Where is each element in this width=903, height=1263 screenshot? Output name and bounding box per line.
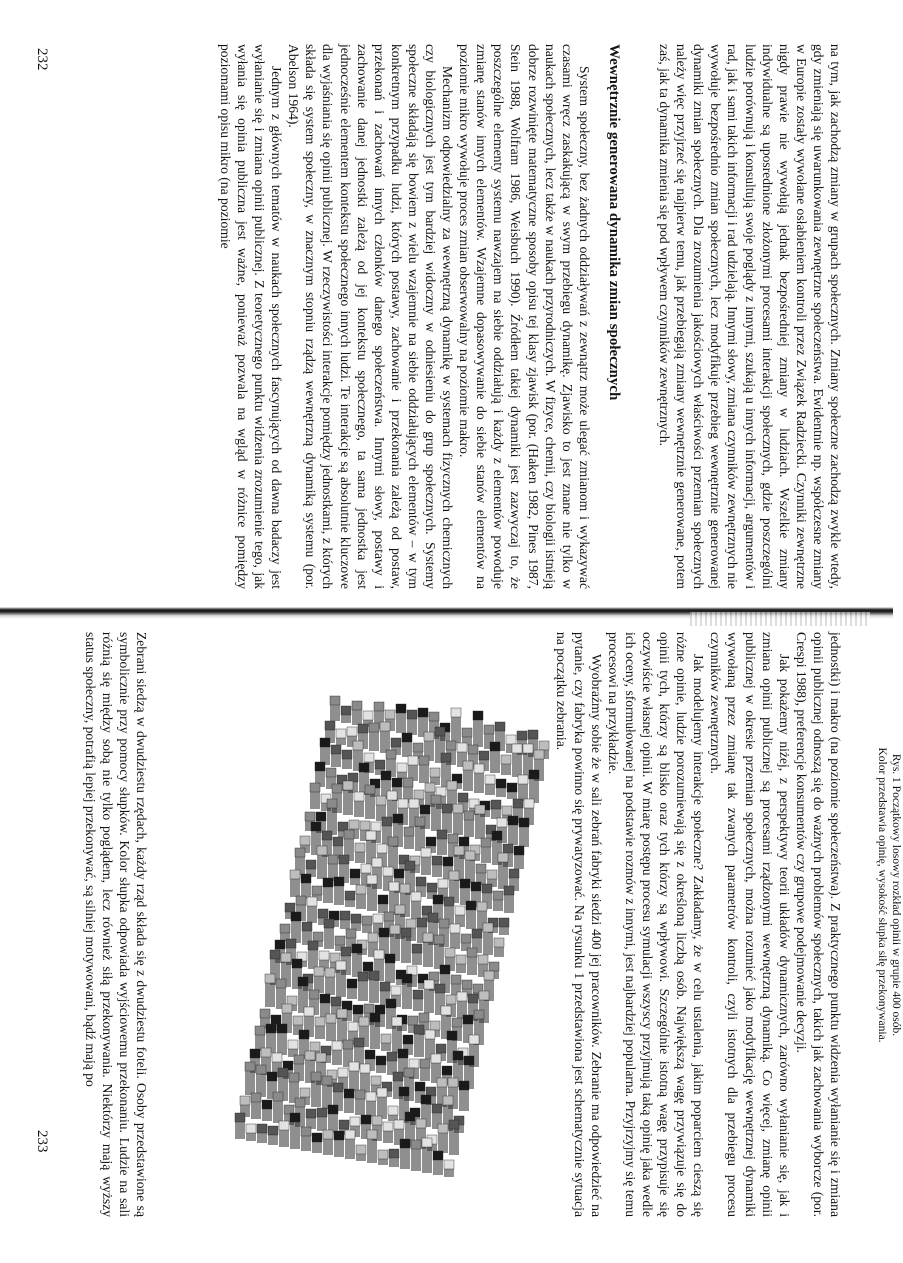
opinion-bar: [265, 974, 275, 1007]
opinion-bar: [494, 938, 504, 957]
opinion-bar: [358, 972, 368, 1001]
opinion-bar: [331, 745, 341, 767]
opinion-bar: [306, 1109, 316, 1129]
opinion-bar: [438, 1124, 448, 1153]
opinion-bar: [351, 914, 361, 931]
opinion-bar: [397, 763, 407, 779]
opinion-bar: [473, 711, 483, 747]
opinion-bar: [459, 1081, 469, 1111]
opinion-bar: [307, 897, 317, 923]
opinion-bar: [311, 1072, 321, 1107]
opinion-bar: [508, 816, 518, 845]
opinion-bar: [323, 878, 333, 903]
opinion-bar: [277, 1024, 287, 1055]
opinion-bar: [256, 1065, 266, 1097]
opinion-bar: [415, 817, 425, 851]
right-page-paragraph-5: Zebrani siedzą w dwudziestu rzędach, każdy rząd składa się z dwudziestu foteli. Osoby przedstawione są symbolicznie przy pomocy słupków. Kolor słupka odpowiada wyjściowemu przekonaniu. Ludzie na sali różnią się między sobą nie tylko poglądem, lecz również siłą przekonywania. Niektórzy mają wyższy status społeczny, potrafią lepiej przekonywać, są silniej motywowani, bądź mają po: [82, 632, 149, 1217]
opinion-bar-grid-figure: [210, 672, 640, 1192]
opinion-bar: [322, 1076, 332, 1109]
opinion-bar: [367, 1130, 377, 1163]
opinion-bar: [343, 781, 353, 815]
opinion-bar: [389, 1149, 399, 1167]
opinion-bar: [433, 1151, 443, 1175]
scan-noise: [690, 612, 870, 626]
opinion-bar: [463, 761, 473, 791]
opinion-bar: [518, 775, 528, 801]
opinion-bar: [323, 1130, 333, 1155]
opinion-bar: [336, 729, 346, 745]
opinion-bar: [413, 990, 423, 1011]
opinion-bar: [280, 924, 290, 941]
right-page-paragraph-2: Jak pokażemy niżej, z perspektywy teorii układów dynamicznych, zarówno wyłanianie się, jak i zmiana opinii publicznej są procesami rządzonymi wewnętrzną dynamiką. Co więcej, zmianę opinii publicznej w okresie przemian społecznych, można rozumieć jako modyfikację wewnętrznej dynamiki wywołaną przez zmianę tak zwanych parametrów kontroli, czyli istotnych dla przebiegu procesu czynników zewnętrznych.: [708, 632, 792, 1217]
opinion-bar: [407, 710, 417, 735]
opinion-bar: [362, 916, 372, 933]
opinion-bar: [411, 1140, 421, 1171]
opinion-bar: [317, 846, 327, 879]
opinion-bar: [332, 1041, 342, 1065]
left-page-paragraph-1: System społeczny, bez żadnych oddziaływań z zewnątrz może ulegać zmianom i wykazywać czasami wręcz zaskakującą w swym przebiegu dynamikę. Zjawisko to jest znane nie tylko w naukach społecznych, lecz także w naukach przyrodniczych. W fizyce, chemii, czy biologii istnieją dobrze rozwinięte matematyczne sposoby opisu tej klasy zjawisk (por. (Haken 1982, Pines 1987, Stein 1988, Wolfram 1986, Weisbuch 1990). Źródłem takiej dynamiki jest zazwyczaj to, że poszczególne elementy systemu nawzajem na siebie oddziałują i każdy z elementów powoduje zmianę stanów innych elementów. Wzajemne dopasowywanie do siebie stanów elementów na poziomie mikro wywołuje proces zmian obserwowalny na poziomie makro.: [457, 44, 592, 589]
opinion-bar: [424, 980, 434, 1013]
opinion-bar: [450, 924, 460, 949]
opinion-bar: [326, 1014, 336, 1041]
opinion-bar: [360, 1064, 370, 1093]
opinion-bar: [392, 1017, 402, 1053]
opinion-bar: [465, 851, 475, 883]
opinion-bar: [414, 1025, 424, 1057]
opinion-bar: [340, 911, 350, 929]
opinion-bar: [337, 1009, 347, 1043]
opinion-bar: [370, 1013, 380, 1049]
opinion-bar: [324, 919, 334, 949]
opinion-bar: [366, 1092, 376, 1117]
right-page-paragraph-4: Wyobraźmy sobie że w sali zebrań fabryki siedzi 400 jej pracowników. Zebranie ma odpowiedzieć na pytanie, czy fabryka powinno się prywatyzować. Na rysunku 1 przedstawiona jest schematycznie sytuacja na początku zebrania.: [554, 632, 604, 1217]
opinion-bar: [496, 779, 506, 797]
opinion-bar: [467, 948, 477, 975]
left-page-paragraph-2: Mechanizm odpowiedzialny za wewnętrzną dynamikę w systemach fizycznych chemicznych czy biologicznych jest tym bardziej widoczny w odniesieniu do grup społecznych. Systemy społeczne składają się bowiem z wielu wzajemnie na siebie oddziałujących elementów – w tym konkretnym przypadku ludzi, których postawy, zachowanie i przekonania zależą od postaw, przekonań i zachowań innych członków danego społeczeństwa. Innymi słowy, postawy i zachowanie danej jednostki zależą od jej kontekstu społecznego, ta sama jednostka jest jednocześnie elementem kontekstu społecznego innych ludzi. Te interakcje są absolutnie kluczowe dla wyjaśniania się opinii publicznej. W rzeczywistości interakcje pomiędzy jednostkami, z których składa się system społeczny, w znacznym stopniu rządzą wewnętrzną dynamiką systemu (por. Abelson 1964).: [286, 44, 456, 589]
opinion-bar: [501, 755, 511, 775]
left-page-paragraph-3: Jednym z głównych tematów w naukach społecznych fascynujących od dawna badaczy jest wyłanianie się i zmiana opinii publicznej. Z teoretycznego punktu widzenia zrozumienie tego, jak wyłania się opinia publiczna jest ważne, ponieważ pozwala na wgląd w różnice pomiędzy poziomami opisu mikro (na poziomie: [217, 44, 285, 589]
opinion-bar: [376, 1056, 386, 1073]
opinion-bar: [442, 804, 452, 833]
opinion-bar: [453, 804, 463, 835]
opinion-bar: [325, 968, 335, 995]
opinion-bar: [401, 928, 411, 963]
opinion-bar: [245, 1062, 255, 1095]
opinion-bar: [483, 923, 493, 955]
left-page-column: [217, 44, 844, 589]
left-page-number: 232: [34, 48, 50, 71]
opinion-bar: [369, 723, 379, 751]
opinion-bar: [507, 783, 517, 799]
opinion-bar: [444, 1160, 454, 1177]
opinion-bar: [349, 1062, 359, 1091]
opinion-bar: [519, 818, 529, 847]
opinion-bar: [355, 1090, 365, 1115]
opinion-bar: [432, 856, 442, 877]
opinion-bar: [369, 971, 379, 1003]
opinion-bar: [320, 738, 330, 765]
opinion-bar: [257, 1124, 267, 1143]
opinion-bar: [345, 1130, 355, 1159]
opinion-bar: [529, 770, 539, 803]
right-page-column-lower: [82, 632, 150, 1217]
opinion-bar: [352, 701, 362, 725]
opinion-bar: [475, 805, 485, 839]
opinion-bar: [334, 1131, 344, 1157]
opinion-bar: [279, 1121, 289, 1147]
opinion-bar: [504, 886, 514, 913]
opinion-bar: [498, 853, 508, 889]
opinion-bar: [381, 1034, 391, 1051]
right-page-number: 233: [34, 1130, 50, 1153]
opinion-bar: [315, 1017, 325, 1039]
opinion-bar: [378, 895, 388, 913]
right-page-paragraph-1: jednostki) i makro (na poziomie społeczeństwa). Z praktycznego punktu widzenia wyłanianie się i zmiana opinii publicznej odnoszą się do ważnych problemów społecznych, takich jak zachowania wyborcze (por. Crespi 1988), preferencje konsumentów czy grupowe podejmowanie decyzji.: [793, 632, 843, 1217]
opinion-bar: [462, 728, 472, 745]
opinion-bar: [466, 901, 476, 929]
opinion-bar: [344, 1089, 354, 1113]
opinion-bar: [345, 891, 355, 907]
opinion-bar: [328, 1105, 338, 1133]
opinion-bar: [334, 877, 344, 905]
section-heading: Wewnętrznie generowana dynamika zmian społecznych: [605, 44, 622, 401]
opinion-bar: [481, 838, 491, 863]
opinion-bar: [388, 837, 398, 869]
opinion-bar: [347, 979, 357, 999]
opinion-bar: [341, 706, 351, 723]
opinion-bar: [499, 918, 509, 935]
opinion-bar: [355, 843, 365, 863]
opinion-bar: [431, 795, 441, 831]
opinion-bar: [411, 892, 421, 919]
opinion-bar: [356, 1145, 366, 1161]
opinion-bar: [350, 869, 360, 885]
opinion-bar: [314, 967, 324, 993]
opinion-bar: [434, 935, 444, 969]
opinion-bar: [388, 1106, 398, 1121]
opinion-bar: [400, 1139, 410, 1169]
opinion-bar: [301, 874, 311, 899]
opinion-bar: [235, 1113, 245, 1139]
opinion-bar: [246, 1124, 256, 1141]
opinion-bar: [378, 1150, 388, 1165]
opinion-bar: [451, 708, 461, 743]
opinion-bar: [456, 955, 466, 973]
opinion-bar: [317, 1108, 327, 1131]
opinion-bar: [408, 756, 418, 781]
opinion-bar: [512, 744, 522, 777]
opinion-bar: [412, 944, 422, 965]
opinion-bar: [380, 722, 390, 753]
opinion-bar: [383, 1122, 393, 1143]
opinion-bar: [320, 994, 330, 1017]
opinion-bar: [255, 1026, 265, 1051]
opinion-bar: [419, 756, 429, 783]
figure-caption: [875, 690, 903, 1100]
opinion-bar: [422, 1138, 432, 1173]
opinion-bar: [402, 974, 412, 1009]
opinion-bar: [423, 933, 433, 967]
opinion-bar: [262, 1100, 272, 1121]
opinion-bar: [493, 891, 503, 911]
opinion-bar: [288, 1040, 298, 1057]
opinion-bar: [301, 1127, 311, 1151]
opinion-bar: [342, 750, 352, 769]
opinion-bar: [330, 696, 340, 721]
opinion-bar: [312, 1133, 322, 1153]
opinion-bar: [485, 775, 495, 795]
opinion-bar: [430, 768, 440, 785]
figure-caption-line-2: Kolor przedstawia opinię, wysokość słupka siłę przekonywania.: [876, 747, 888, 1043]
opinion-bar: [336, 961, 346, 997]
opinion-bar: [402, 733, 412, 757]
opinion-bar: [396, 704, 406, 733]
opinion-bar: [268, 1126, 278, 1145]
opinion-bar: [356, 885, 366, 909]
opinion-bar: [367, 875, 377, 911]
opinion-bar: [464, 811, 474, 837]
opinion-bar: [437, 830, 447, 855]
right-page-paragraph-3: Jak modelujemy interakcje społeczne? Zakładamy, że w celu ustalenia, jakim poparciem cieszą się różne opinie, ludzie porozumiewają się z określoną liczbą osób. Największą wagę przywiązuje się do opinii tych, którzy są blisko oraz tych którzy są wpływowi. Szczególnie istotną wagę przypisuje się oczywiście własnej opinii. W miarę postępu procesu symulacji wszyscy przyjmują taką opinię jaka wedle ich oceny, sformułowanej na podstawie rozmów z innymi, jest najbardziej popularna. Przyjrzyjmy się temu procesowi na przykładzie.: [605, 632, 707, 1217]
opinion-bar: [327, 799, 337, 835]
opinion-bar: [387, 1052, 397, 1075]
opinion-bar: [385, 954, 395, 983]
left-page-top-paragraph: na tym, jak zachodzą zmiany w grupach społecznych. Zmiany społeczne zachodzą zwykle wtedy, gdy zmieniają się uwarunkowania zewnętrzne społeczeństwa. Ewidentnie np. współczesne zmiany w Europie zostały wywołane osłabieniem kontroli przez Związek Radziecki. Czynniki zewnętrzne nigdy prawie nie wywołują jednak bezpośredniej zmiany w ludziach. Wszelkie zmiany indywidualne są uposrednione złożonymi procesami interakcji społecznych, gdzie poszczególni ludzie porównują i konsultują swoje poglądy z innymi, szukają u innych informacji, argumentów i rad, jak i sami takich informacji i rad udzielają. Innymi słowy, zmiana czynników zewnętrznych nie wywołuje bezpośrednio zmian społecznych, lecz modyfikuje przebieg wewnętrznie generowanej dynamiki zmian społecznych. Dla zrozumienia jakościowych właściwości przemian społecznych należy więc przyjrzeć się najpierw temu, jak przebiegają zmiany wewnętrznie generowane, potem zaś, jak ta dynamika zmienia się pod wpływem czynników zewnętrznych.: [657, 44, 843, 589]
opinion-bar: [310, 783, 320, 809]
opinion-bar: [491, 800, 501, 819]
opinion-bar: [474, 764, 484, 793]
opinion-bar: [273, 1092, 283, 1123]
opinion-bar: [290, 1113, 300, 1149]
opinion-bar: [514, 846, 524, 869]
opinion-bar: [291, 912, 301, 943]
opinion-bar: [308, 941, 318, 969]
figure-caption-line-1: Rys. 1 Początkowy losowy rozkład opinii w grupie 400 osób.: [890, 753, 902, 1037]
opinion-bar: [490, 742, 500, 773]
opinion-bar: [365, 785, 375, 819]
opinion-bar: [449, 1120, 459, 1155]
opinion-bar: [290, 870, 300, 897]
opinion-bar: [420, 1059, 430, 1081]
opinion-bar: [404, 827, 414, 849]
opinion-bar: [421, 848, 431, 875]
opinion-bar: [354, 792, 364, 817]
opinion-bar: [251, 1093, 261, 1119]
opinion-bar: [377, 1088, 387, 1119]
